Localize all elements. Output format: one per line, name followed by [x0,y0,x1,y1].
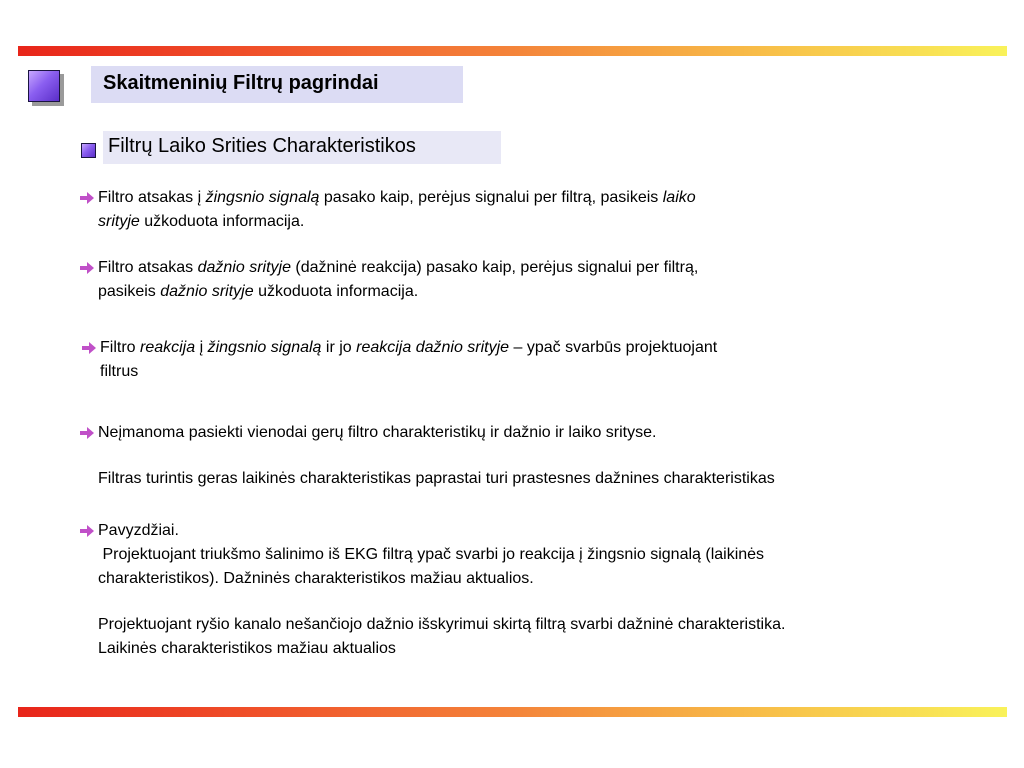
text-segment: žingsnio signalą [205,189,320,206]
bullet-line: Pavyzdžiai. [98,522,179,539]
text-segment: Filtro atsakas į [98,189,206,206]
bullet-tradeoff [79,421,775,491]
bullet-step-response [79,186,696,234]
text-segment: ir jo [321,339,357,356]
bullet-line [79,210,696,234]
bullet-frequency-response [79,256,698,304]
text-segment: užkoduota informacija. [139,213,305,230]
slide-title [91,66,463,103]
text-segment: laiko [662,189,696,206]
bullet-line: Projektuojant triukšmo šalinimo iš EKG filtrą ypač svarbi jo reakcija į žingsnio signalą (laikinės [98,546,765,563]
arrow-right-icon [79,519,95,543]
text-segment: (dažninė reakcija) pasako kaip, perėjus signalui per filtrą, [290,259,699,276]
bullet-line: Projektuojant ryšio kanalo nešančiojo dažnio išskyrimui skirtą filtrą svarbi dažninė charakteristika. [98,616,786,633]
arrow-right-icon [79,186,95,210]
text-segment: – ypač svarbūs projektuojant [509,339,718,356]
text-segment: pasako kaip, perėjus signalui per filtrą, pasikeis [319,189,663,206]
top-gradient-bar [18,46,1007,56]
text-segment: pasikeis [98,283,161,300]
text-segment: žingsnio signalą [207,339,322,356]
text-segment: srityje [98,213,140,230]
bullet-design-importance [81,336,717,384]
purple-square-icon [28,70,60,102]
text-segment: dažnio srityje [197,259,291,276]
purple-square-icon [81,143,96,158]
bullet-line: charakteristikos). Dažninės charakteristikos mažiau aktualios. [98,570,534,587]
bullet-line [79,186,696,210]
bullet-line [81,336,717,360]
arrow-right-icon [79,256,95,280]
slide-title-text: Skaitmeninių Filtrų pagrindai [103,72,379,94]
bottom-gradient-bar [18,707,1007,717]
slide-subtitle [103,131,501,164]
slide-subtitle-text: Filtrų Laiko Srities Charakteristikos [108,135,416,157]
text-segment: reakcija dažnio srityje [356,339,510,356]
arrow-right-icon [81,336,97,360]
bullet-line: Laikinės charakteristikos mažiau aktualios [98,640,396,657]
bullet-line: filtrus [100,363,139,380]
text-segment: Filtro [100,339,140,356]
arrow-right-icon [79,421,95,445]
text-segment: reakcija [140,339,196,356]
text-segment: dažnio srityje [160,283,254,300]
bullet-line [79,256,698,280]
bullet-examples [79,519,785,661]
bullet-line [79,280,698,304]
text-segment: į [195,339,208,356]
text-segment: Filtro atsakas [98,259,198,276]
text-segment: užkoduota informacija. [253,283,419,300]
bullet-line: Filtras turintis geras laikinės charakteristikas paprastai turi prastesnes dažnines charakteristikas [98,470,775,487]
bullet-line: Neįmanoma pasiekti vienodai gerų filtro charakteristikų ir dažnio ir laiko srityse. [98,424,657,441]
